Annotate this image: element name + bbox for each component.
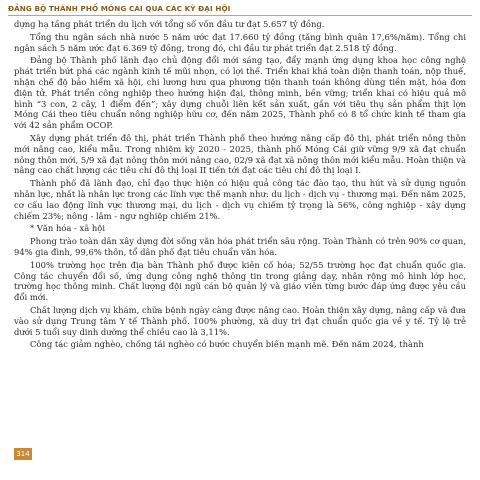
paragraph-3: Đảng bộ Thành phố lãnh đạo chủ động đổi mới sáng tạo, đẩy mạnh ứng dụng khoa học công nghệ phát triển bứt phá các ngành kinh tế mũi nhọn, có lợi thế. Triển khai khá toàn diện thanh toán, nộp thuế, nhận chế độ bảo hiểm xã hội, chi lương hưu qua phương tiện thanh toán không dùng tiền mặt, hóa đơn điện tử. Phát triển công nghiệp theo hướng hiện đại, thông minh, bền vững; triển khai có hiệu quả mô hình “3 con, 2 cây, 1 điểm đến”; xây dựng chuỗi liên kết sản xuất, gắn với tiêu thụ sản phẩm thịt lợn Móng Cái theo tiêu chuẩn nông nghiệp hữu cơ, đến năm 2025, Thành phố có 8 tổ chức kinh tế tham gia với 42 sản phẩm OCOP. <box>14 55 466 131</box>
running-header: ĐẢNG BỘ THÀNH PHỐ MÓNG CÁI QUA CÁC KỲ ĐẠI HỘI <box>8 4 231 13</box>
page-number: 314 <box>14 448 32 460</box>
page-body <box>14 19 466 352</box>
paragraph-9: Công tác giảm nghèo, chống tái nghèo có bước chuyển biến mạnh mẽ. Đến năm 2024, thành <box>30 339 424 350</box>
section-heading-culture-society: * Văn hóa - xã hội <box>30 223 106 234</box>
paragraph-7: 100% trường học trên địa bàn Thành phố được kiên cố hóa; 52/55 trường học đạt chuẩn quốc gia. Công tác chuyển đổi số, ứng dụng công nghệ thông tin trong giảng dạy, nhân rộng mô hình lớp học, trường học thông minh. Chất lượng đội ngũ cán bộ quản lý và giáo viên từng bước đáp ứng được yêu cầu đổi mới. <box>14 259 466 303</box>
header-divider <box>8 15 472 16</box>
paragraph-8: Chất lượng dịch vụ khám, chữa bệnh ngày càng được nâng cao. Hoàn thiện xây dựng, nâng cấp và đưa vào sử dụng Trung tâm Y tế Thành phố. 100% phường, xã duy trì đạt chuẩn quốc gia về y tế. Tỷ lệ trẻ dưới 5 tuổi suy dinh dưỡng thể chiều cao là 3,11%. <box>14 304 466 337</box>
paragraph-2: Tổng thu ngân sách nhà nước 5 năm ước đạt 17.660 tỷ đồng (tăng bình quân 17,6%/năm). Tổng chi ngân sách 5 năm ước đạt 6.369 tỷ đồng, trong đó, chi đầu tư phát triển đạt 2.518 tỷ đồng. <box>14 31 466 53</box>
paragraph-1: dựng hạ tầng phát triển du lịch với tổng số vốn đầu tư đạt 5.657 tỷ đồng. <box>14 19 325 29</box>
paragraph-5: Thành phố đã lãnh đạo, chỉ đạo thực hiện có hiệu quả công tác đào tạo, thu hút và sử dụng nguồn nhân lực, nhất là nhân lực trong các lĩnh vực thế mạnh như: du lịch - dịch vụ - thương mại. Đến năm 2025, cơ cấu lao động lĩnh vực thương mại, du lịch - dịch vụ chiếm tỷ trọng là 56%, công nghiệp - xây dựng chiếm 23%; nông - lâm - ngư nghiệp chiếm 21%. <box>14 178 466 221</box>
paragraph-6: Phong trào toàn dân xây dựng đời sống văn hóa phát triển sâu rộng. Toàn Thành có trên 90% cơ quan, 94% gia đình, 99,6% thôn, tổ dân phố đạt tiêu chuẩn văn hóa. <box>14 236 466 257</box>
paragraph-4: Xây dựng phát triển đô thị, phát triển Thành phố theo hướng nâng cấp đô thị, phát triển nông thôn mới nâng cao, kiểu mẫu. Trong nhiệm kỳ 2020 - 2025, thành phố Móng Cái giữ vững 9/9 xã đạt chuẩn nông thôn mới, 5/9 xã đạt nông thôn mới nâng cao, 02/9 xã đạt xã nông thôn mới kiểu mẫu. Hoàn thiện và nâng cao chất lượng các tiêu chí đô thị loại II tiến tới đạt các tiêu chí đô thị loại I. <box>14 132 466 176</box>
